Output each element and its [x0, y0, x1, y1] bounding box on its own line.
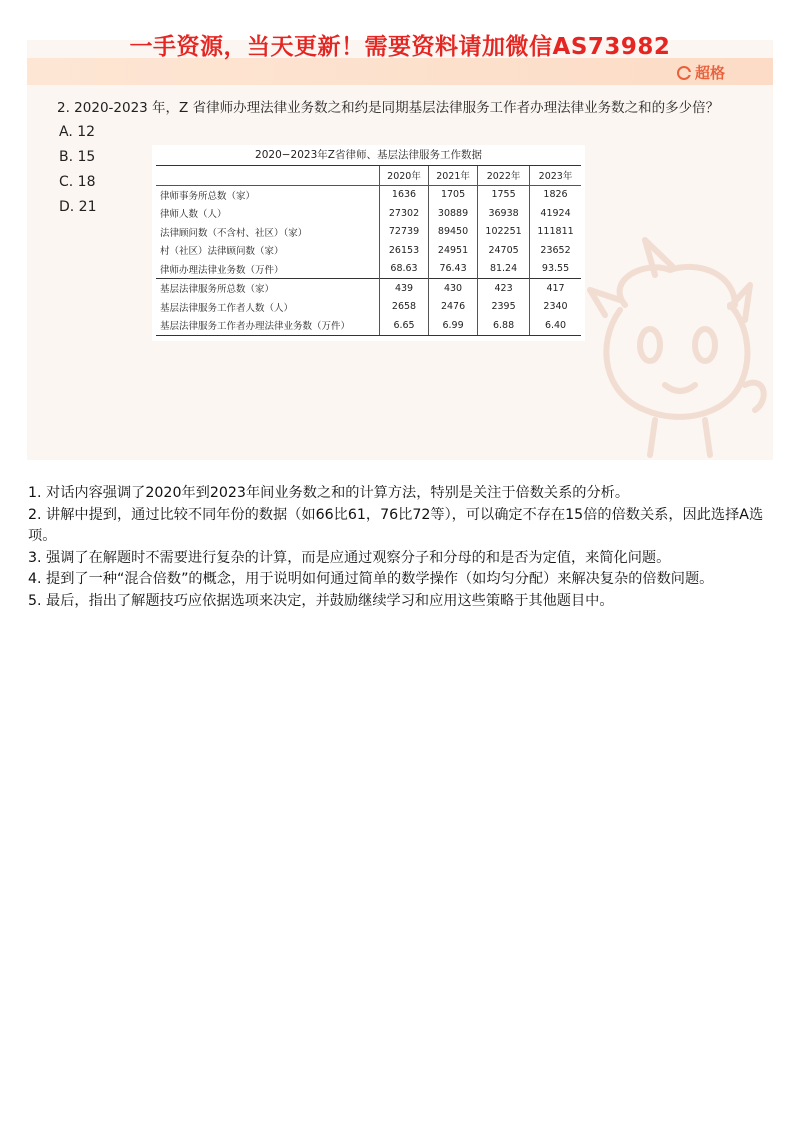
table-header-cell: 2022年: [478, 166, 530, 186]
table-cell: 72739: [380, 223, 429, 242]
table-cell: 417: [530, 279, 581, 298]
table-row: [156, 316, 581, 335]
note-item: 5. 最后，指出了解题技巧应依据选项来决定，并鼓励继续学习和应用这些策略于其他题目中。: [28, 592, 614, 609]
slide-header-bar: [27, 58, 773, 85]
row-label: 律师办理法律业务数（万件）: [160, 264, 284, 276]
data-table: [156, 165, 581, 336]
table-cell: 68.63: [380, 260, 429, 279]
row-label: 法律顾问数（不含村、社区）（家）: [160, 227, 308, 239]
table-cell: 23652: [530, 241, 581, 260]
table-cell: 6.88: [478, 316, 530, 335]
table-cell: 36938: [478, 204, 530, 223]
table-cell: 111811: [530, 223, 581, 242]
table-title: 2020−2023年Z省律师、基层法律服务工作数据: [255, 149, 482, 161]
table-cell: 1636: [380, 185, 429, 204]
table-cell: 76.43: [429, 260, 478, 279]
table-header-cell: 2020年: [380, 166, 429, 186]
table-row: [156, 223, 581, 242]
table-cell: 439: [380, 279, 429, 298]
note-item: 1. 对话内容强调了2020年到2023年间业务数之和的计算方法，特别是关注于倍数关系的分析。: [28, 485, 630, 501]
table-cell: 2340: [530, 298, 581, 317]
table-row: [156, 260, 581, 279]
note-item: 4. 提到了一种“混合倍数”的概念，用于说明如何通过简单的数学操作（如均匀分配）来解决复杂的倍数问题。: [28, 571, 714, 587]
table-cell: 6.99: [429, 316, 478, 335]
table-row: [156, 298, 581, 317]
table-cell: 2395: [478, 298, 530, 317]
table-row: [156, 204, 581, 223]
table-cell: 1705: [429, 185, 478, 204]
table-header-row: [156, 166, 581, 186]
table-row: [156, 241, 581, 260]
table-cell: 41924: [530, 204, 581, 223]
table-cell: 26153: [380, 241, 429, 260]
table-row: [156, 279, 581, 298]
table-cell: 6.40: [530, 316, 581, 335]
table-cell: 27302: [380, 204, 429, 223]
table-cell: 30889: [429, 204, 478, 223]
summary-notes: [28, 483, 773, 612]
table-row: [156, 185, 581, 204]
note-item: 3. 强调了在解题时不需要进行复杂的计算，而是应通过观察分子和分母的和是否为定值，来简化问题。: [28, 549, 671, 566]
table-cell: 6.65: [380, 316, 429, 335]
table-cell: 1826: [530, 185, 581, 204]
note-item: 2. 讲解中提到，通过比较不同年份的数据（如66比61，76比72等），可以确定不存在15倍的倍数关系，因此选择A选项。: [28, 506, 764, 544]
row-label: 基层法律服务工作者人数（人）: [160, 302, 294, 314]
row-label: 村（社区）法律顾问数（家）: [160, 246, 284, 258]
table-cell: 81.24: [478, 260, 530, 279]
option-b[interactable]: B. 15: [59, 149, 96, 165]
table-cell: 2658: [380, 298, 429, 317]
table-cell: 2476: [429, 298, 478, 317]
row-label: 基层法律服务工作者办理法律业务数（万件）: [156, 316, 380, 335]
option-a[interactable]: A. 12: [59, 124, 96, 140]
data-table-card: [152, 145, 585, 341]
table-cell: 1755: [478, 185, 530, 204]
option-d[interactable]: D. 21: [59, 199, 97, 215]
table-cell: 93.55: [530, 260, 581, 279]
table-header-cell: 2023年: [530, 166, 581, 186]
brand-name: 超格: [694, 64, 725, 82]
table-cell: 24951: [429, 241, 478, 260]
row-label: 律师人数（人）: [160, 209, 227, 221]
table-cell: 89450: [429, 223, 478, 242]
table-cell: 24705: [478, 241, 530, 260]
watermark-text: 一手资源，当天更新！需要资料请加微信AS73982: [129, 34, 671, 60]
unicorn-mascot-watermark: [585, 235, 773, 460]
table-header-cell: [156, 166, 380, 186]
table-cell: 423: [478, 279, 530, 298]
brand-logo: [677, 62, 725, 83]
logo-g-icon: [677, 66, 691, 80]
question-text: 2. 2020-2023 年，Z 省律师办理法律业务数之和约是同期基层法律服务工作者办理法律业务数之和的多少倍？: [57, 100, 720, 116]
row-label: 基层法律服务所总数（家）: [156, 279, 380, 298]
answer-options: [59, 120, 97, 220]
row-label: 律师事务所总数（家）: [160, 190, 256, 202]
option-c[interactable]: C. 18: [59, 174, 96, 190]
table-cell: 430: [429, 279, 478, 298]
table-cell: 102251: [478, 223, 530, 242]
table-header-cell: 2021年: [429, 166, 478, 186]
